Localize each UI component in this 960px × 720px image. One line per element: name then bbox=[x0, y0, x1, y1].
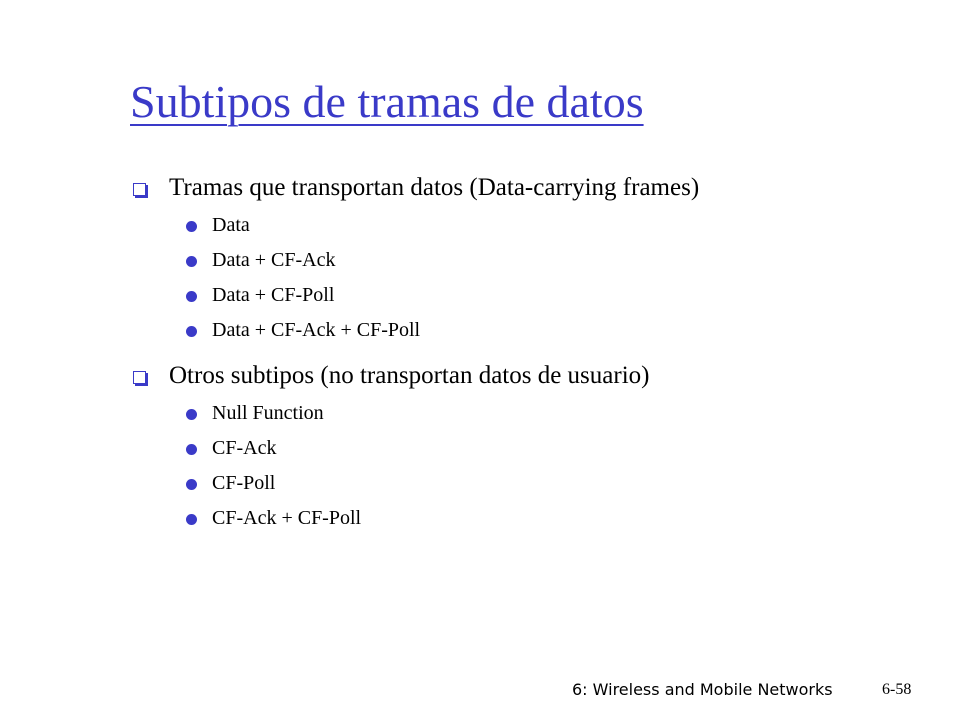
slide-title: Subtipos de tramas de datos bbox=[130, 76, 644, 127]
square-bullet-icon bbox=[133, 371, 146, 384]
sub-list-data-carrying bbox=[130, 208, 910, 348]
list-item bbox=[130, 396, 910, 431]
square-bullet-icon bbox=[133, 183, 146, 196]
list-item-label: Data bbox=[212, 214, 250, 236]
bullet-data-carrying-frames bbox=[130, 168, 910, 208]
circle-bullet-icon bbox=[186, 514, 197, 525]
bullet-label: Tramas que transportan datos (Data-carrying frames) bbox=[169, 174, 700, 201]
list-item bbox=[130, 501, 910, 536]
circle-bullet-icon bbox=[186, 479, 197, 490]
list-item bbox=[130, 431, 910, 466]
list-item-label: Data + CF-Ack + CF-Poll bbox=[212, 319, 421, 341]
list-item bbox=[130, 278, 910, 313]
circle-bullet-icon bbox=[186, 256, 197, 267]
list-item bbox=[130, 208, 910, 243]
list-item-label: CF-Poll bbox=[212, 472, 276, 494]
circle-bullet-icon bbox=[186, 291, 197, 302]
list-item-label: CF-Ack bbox=[212, 437, 277, 459]
circle-bullet-icon bbox=[186, 444, 197, 455]
list-item-label: Data + CF-Ack bbox=[212, 249, 336, 271]
bullet-list bbox=[130, 168, 910, 544]
bullet-label: Otros subtipos (no transportan datos de usuario) bbox=[169, 362, 650, 389]
footer-page-number: 6-58 bbox=[882, 681, 912, 698]
list-item-label: Data + CF-Poll bbox=[212, 284, 335, 306]
sub-list-other-subtypes bbox=[130, 396, 910, 536]
list-item bbox=[130, 313, 910, 348]
circle-bullet-icon bbox=[186, 409, 197, 420]
list-item-label: Null Function bbox=[212, 402, 324, 424]
list-item-label: CF-Ack + CF-Poll bbox=[212, 507, 362, 529]
list-item bbox=[130, 466, 910, 501]
circle-bullet-icon bbox=[186, 221, 197, 232]
list-item bbox=[130, 243, 910, 278]
footer-course-title: 6: Wireless and Mobile Networks bbox=[572, 680, 833, 699]
circle-bullet-icon bbox=[186, 326, 197, 337]
bullet-other-subtypes bbox=[130, 356, 910, 396]
